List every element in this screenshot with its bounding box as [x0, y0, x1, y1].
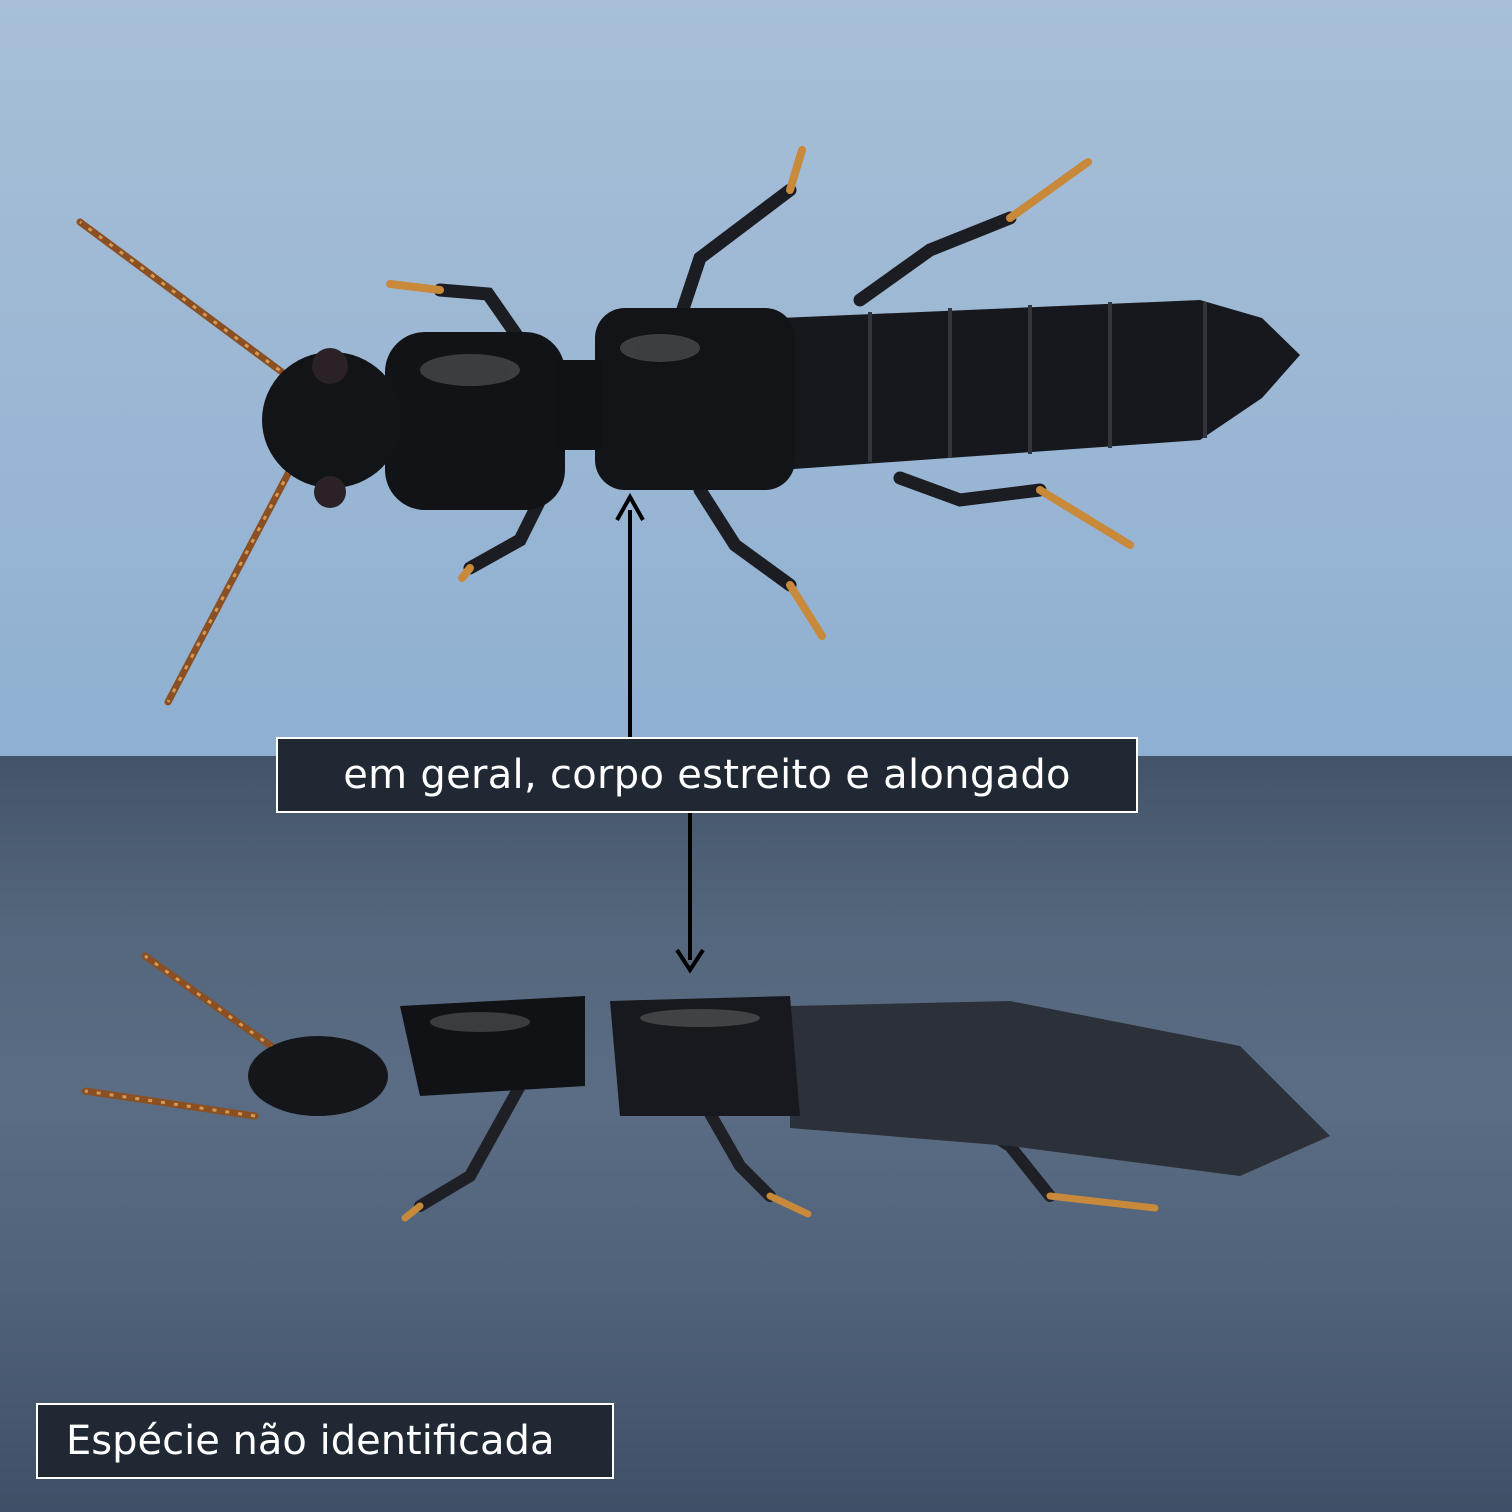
- caption-box: em geral, corpo estreito e alongado: [276, 737, 1138, 813]
- eye: [314, 476, 346, 508]
- pronotum: [400, 996, 585, 1096]
- tarsi: [405, 1196, 1155, 1218]
- antenna: [80, 222, 290, 702]
- abdomen: [790, 1001, 1330, 1176]
- eye: [312, 348, 348, 384]
- antenna-segments: [80, 222, 290, 702]
- neck: [556, 360, 602, 450]
- lateral-photo-panel: [0, 756, 1512, 1512]
- head: [248, 1036, 388, 1116]
- elytra: [595, 308, 795, 490]
- abdomen: [780, 300, 1300, 470]
- beetle-lateral-photo: [0, 756, 1512, 1512]
- species-label: Espécie não identificada: [36, 1403, 614, 1479]
